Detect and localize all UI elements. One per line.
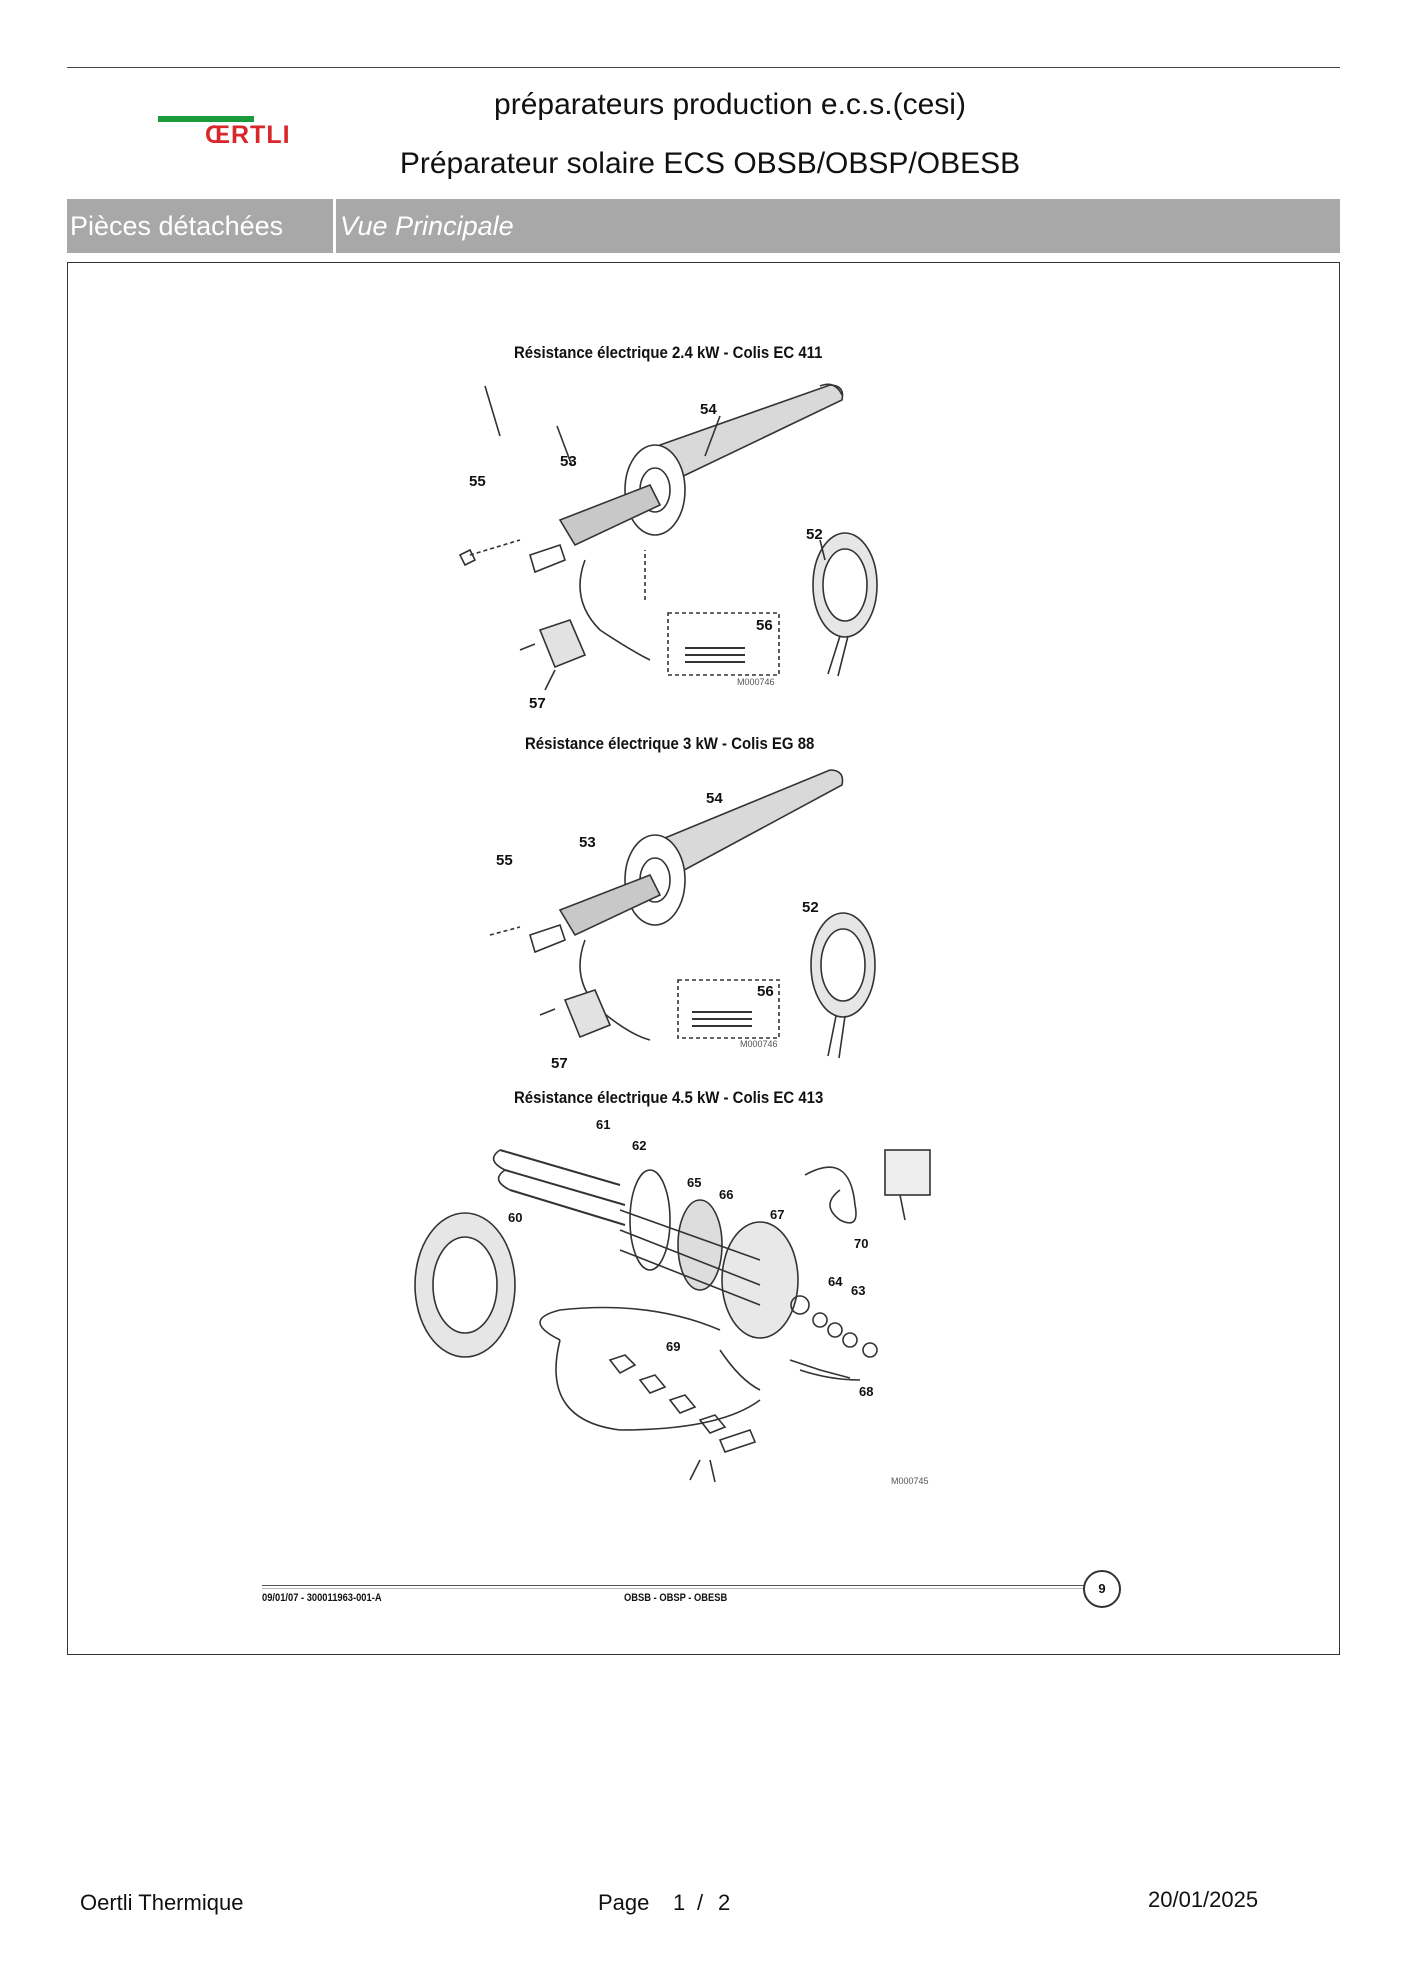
tab-main-view: Vue Principale bbox=[340, 211, 514, 241]
part-label: 52 bbox=[806, 526, 823, 543]
part-label: 66 bbox=[719, 1187, 734, 1202]
doc-footer-reference: 09/01/07 - 300011963-001-A bbox=[262, 1592, 382, 1604]
footer-date: 20/01/2025 bbox=[1148, 1887, 1259, 1912]
part-label: 54 bbox=[706, 790, 723, 807]
diagram-title-2: Résistance électrique 3 kW - Colis EG 88 bbox=[525, 734, 815, 753]
page-category-title: préparateurs production e.c.s.(cesi) bbox=[494, 88, 966, 121]
part-label: 70 bbox=[854, 1236, 869, 1251]
footer-page-label: Page bbox=[598, 1890, 650, 1915]
part-label: 55 bbox=[496, 852, 513, 869]
doc-footer-models: OBSB - OBSP - OBESB bbox=[624, 1592, 728, 1604]
drawing-ref: M000745 bbox=[891, 1476, 929, 1486]
part-label: 68 bbox=[859, 1384, 874, 1399]
drawing-ref: M000746 bbox=[737, 677, 775, 687]
part-label: 69 bbox=[666, 1339, 681, 1354]
part-label: 57 bbox=[551, 1055, 568, 1072]
part-label: 53 bbox=[560, 453, 577, 470]
page-product-title: Préparateur solaire ECS OBSB/OBSP/OBESB bbox=[399, 147, 1021, 180]
part-label: 57 bbox=[529, 695, 546, 712]
part-label: 53 bbox=[579, 834, 596, 851]
drawing-ref: M000746 bbox=[740, 1039, 778, 1049]
part-label: 54 bbox=[700, 401, 717, 418]
part-label: 62 bbox=[632, 1138, 647, 1153]
diagram-title-3: Résistance électrique 4.5 kW - Colis EC 413 bbox=[514, 1088, 824, 1107]
heating-element-4-5kw bbox=[415, 1150, 930, 1482]
footer-page-current: 1 bbox=[673, 1890, 686, 1915]
part-label: 67 bbox=[770, 1207, 785, 1222]
part-label: 64 bbox=[828, 1274, 843, 1289]
part-label: 63 bbox=[851, 1283, 866, 1298]
footer-page-total: 2 bbox=[718, 1890, 731, 1915]
footer-page-separator: / bbox=[697, 1890, 704, 1915]
doc-page-number: 9 bbox=[1083, 1570, 1121, 1608]
part-label: 52 bbox=[802, 899, 819, 916]
part-label: 61 bbox=[596, 1117, 611, 1132]
part-label: 65 bbox=[687, 1175, 702, 1190]
doc-footer-rule bbox=[262, 1588, 1084, 1589]
doc-footer-rule bbox=[262, 1585, 1084, 1586]
part-label: 56 bbox=[757, 983, 774, 1000]
diagram-title-1: Résistance électrique 2.4 kW - Colis EC 411 bbox=[514, 343, 823, 362]
part-label: 56 bbox=[756, 617, 773, 634]
part-label: 60 bbox=[508, 1210, 523, 1225]
part-label: 55 bbox=[469, 473, 486, 490]
footer-company: Oertli Thermique bbox=[80, 1890, 244, 1915]
tab-spare-parts: Pièces détachées bbox=[70, 211, 284, 241]
brand-logo: ŒRTLI bbox=[205, 121, 291, 149]
